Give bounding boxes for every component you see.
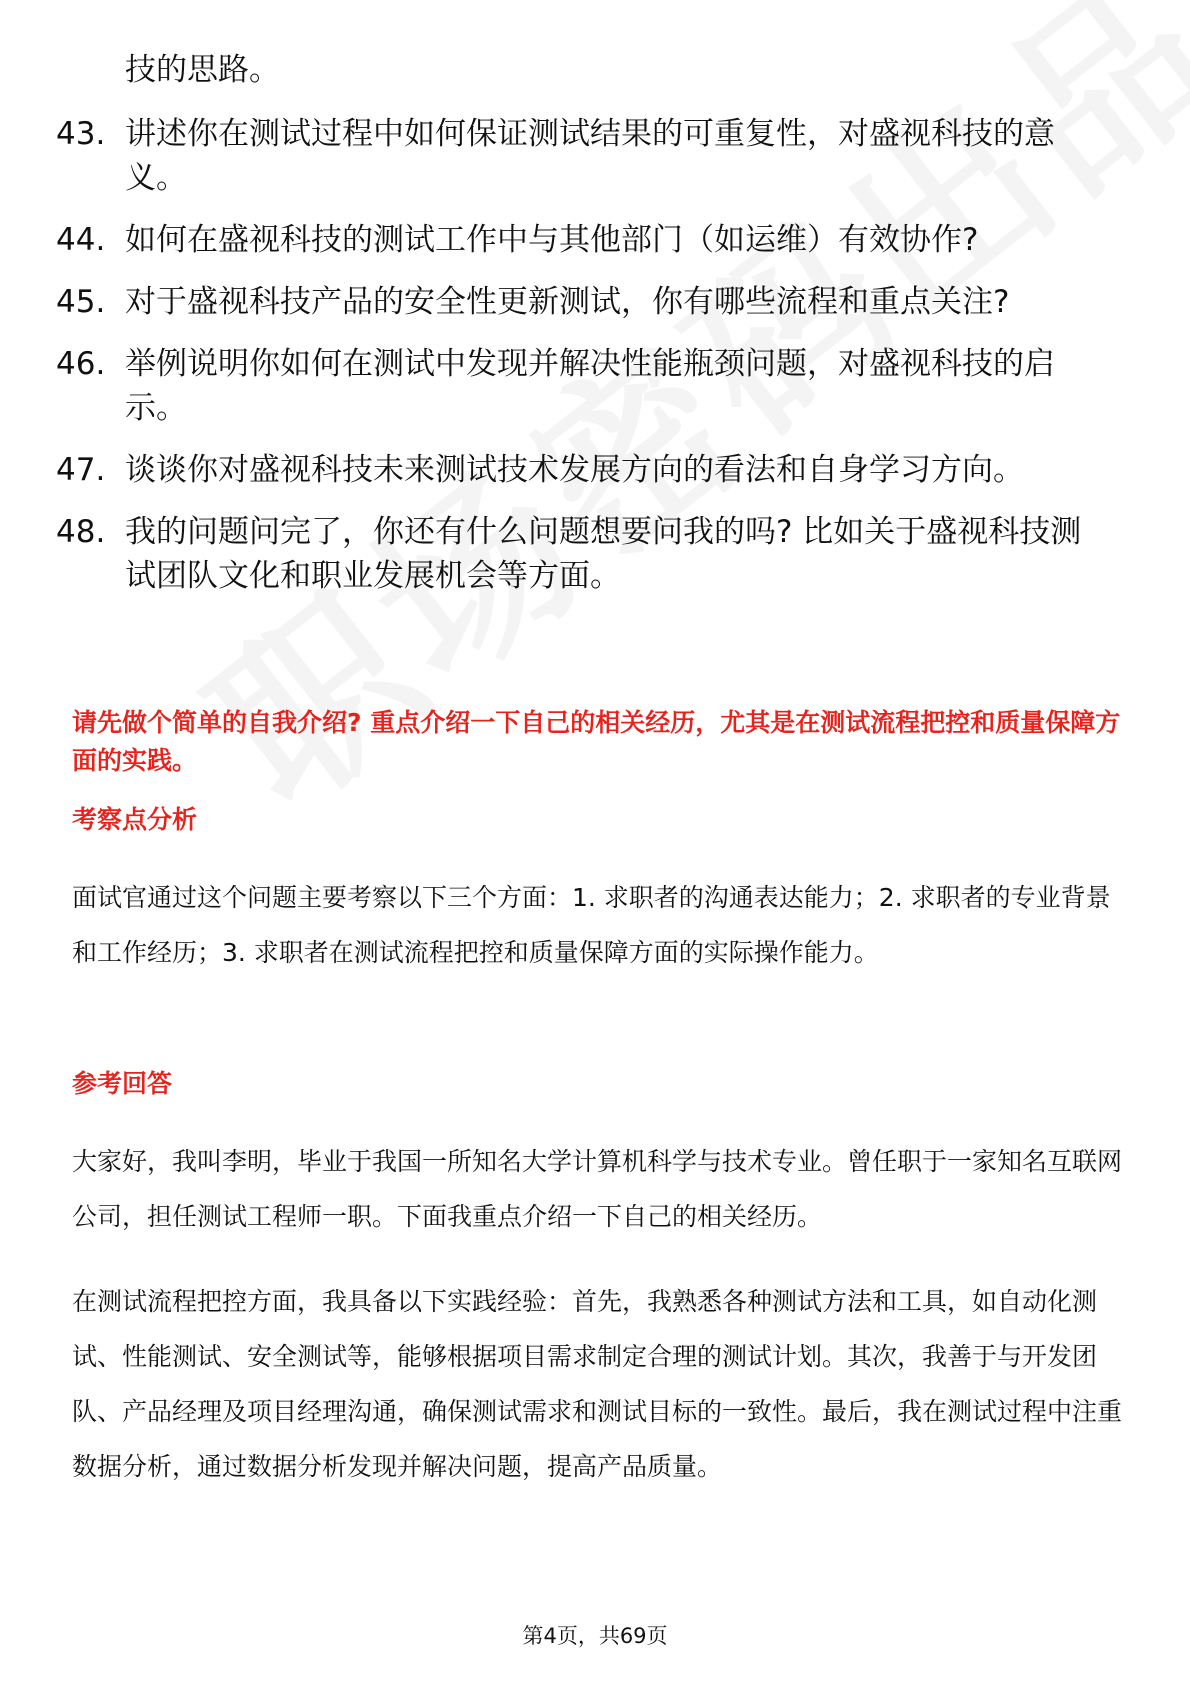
list-item-number: 43. — [56, 116, 106, 152]
analysis-body: 面试官通过这个问题主要考察以下三个方面：1. 求职者的沟通表达能力；2. 求职者的专业背景和工作经历；3. 求职者在测试流程把控和质量保障方面的实际操作能力。 — [72, 883, 1111, 967]
list-item-number: 45. — [56, 284, 106, 320]
answer-heading: 参考回答 — [72, 1069, 173, 1098]
list-item-text: 谈谈你对盛视科技未来测试技术发展方向的看法和自身学习方向。 — [125, 452, 1024, 488]
page-number-footer: 第4页，共69页 — [522, 1624, 668, 1648]
analysis-heading: 考察点分析 — [72, 805, 198, 834]
answer-paragraph-2: 在测试流程把控方面，我具备以下实践经验：首先，我熟悉各种测试方法和工具，如自动化测试、性能测试、安全测试等，能够根据项目需求制定合理的测试计划。其次，我善于与开发团队、产品经理及项目经理沟通，确保测试需求和测试目标的一致性。最后，我在测试过程中注重数据分析，通过数据分析发现并解决问题，提高产品质量。 — [72, 1287, 1123, 1481]
list-item-number: 47. — [56, 452, 106, 488]
list-item-48 — [0, 510, 1190, 598]
list-item-text: 我的问题问完了，你还有什么问题想要问我的吗? 比如关于盛视科技测试团队文化和职业发展机会等方面。 — [125, 514, 1082, 594]
list-item-47 — [0, 448, 1190, 492]
answer-paragraph-1: 大家好，我叫李明，毕业于我国一所知名大学计算机科学与技术专业。曾任职于一家知名互联网公司，担任测试工程师一职。下面我重点介绍一下自己的相关经历。 — [72, 1147, 1123, 1231]
list-item-text: 如何在盛视科技的测试工作中与其他部门（如运维）有效协作? — [125, 222, 979, 258]
list-item-text: 举例说明你如何在测试中发现并解决性能瓶颈问题，对盛视科技的启示。 — [125, 346, 1055, 426]
list-item-text: 讲述你在测试过程中如何保证测试结果的可重复性，对盛视科技的意义。 — [125, 116, 1055, 196]
list-item-text: 对于盛视科技产品的安全性更新测试，你有哪些流程和重点关注? — [125, 284, 1010, 320]
list-item-43 — [0, 112, 1190, 200]
list-item-number: 48. — [56, 514, 106, 550]
question-list — [0, 112, 1190, 616]
list-item-46 — [0, 342, 1190, 430]
list-item-number: 44. — [56, 222, 106, 258]
continuation-line: 技的思路。 — [125, 52, 280, 88]
list-item-number: 46. — [56, 346, 106, 382]
list-item-44 — [0, 218, 1190, 262]
interview-question-title: 请先做个简单的自我介绍? 重点介绍一下自己的相关经历，尤其是在测试流程把控和质量保障方面的实践。 — [72, 708, 1121, 775]
list-item-45 — [0, 280, 1190, 324]
